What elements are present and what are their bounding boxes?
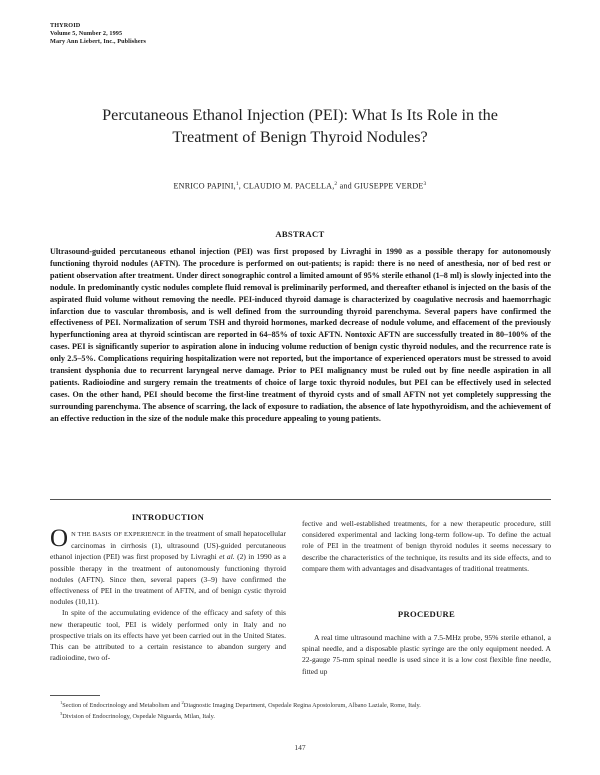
introduction-column <box>50 525 287 663</box>
author-3-affiliation: 3 <box>423 181 427 187</box>
footnote-2-marker: 2 <box>181 700 184 705</box>
introduction-heading: INTRODUCTION <box>131 512 205 522</box>
title-line-1: Percutaneous Ethanol Injection (PEI): What Is Its Role in the <box>102 106 498 124</box>
abstract-heading: ABSTRACT <box>275 229 325 239</box>
author-1-affiliation: 1 <box>235 181 239 187</box>
journal-name: THYROID <box>50 22 81 29</box>
introduction-paragraph-3: fective and well-established treatments, for a new therapeutic procedure, still considered experimental and lacking long-term follow-up. To define the actual role of PEI in the treatment of benign thyroid nodules it seems necessary to describe the characteristics of the technique, its results and its side effects, and to compare them with advantages and disadvantages of traditional treatments. <box>302 519 551 573</box>
drop-cap: O <box>50 525 69 552</box>
footnote-1-marker: 1 <box>60 700 63 705</box>
footnote-3-text: Division of Endocrinology, Ospedale Niguarda, Milan, Italy. <box>62 713 215 721</box>
abstract-divider <box>50 499 551 500</box>
procedure-paragraph-1: A real time ultrasound machine with a 7.5-MHz probe, 95% sterile ethanol, a spinal needle, and a disposable plastic syringe are the only equipment needed. A 22-gauge 75-mm spinal needle is used since it is a low cost flexible fine needle, fitted up <box>302 633 551 676</box>
abstract-text: Ultrasound-guided percutaneous ethanol injection (PEI) was first proposed by Livraghi in 1990 as a possible therapy for autonomously functioning thyroid nodules (AFTN). The procedure is performed on out-patients; is rapid: there is no need of anesthesia, nor of bed rest or patient observation after treatment. Under direct sonographic control a limited amount of 95% sterile ethanol (1–8 ml) is slowly injected into the nodule. In predominantly cystic nodules complete fluid removal is preliminarily performed, and thereafter ethanol is injected on the basis of the aspirated fluid volume without removing the needle. PEI-induced thyroid damage is characterized by coagulative necrosis and haemorrhagic infarction due to vascular thrombosis, and is well defined from the surrounding thyroid parenchyma. Several papers have confirmed the effectiveness of PEI. Normalization of serum TSH and thyroid hormones, marked decrease of nodule volume, and effacement of the previously hyperfunctioning area at thyroid scintiscan are reported in 64–85% of toxic AFTN. Nontoxic AFTN are successfully treated in 80–100% of the cases. PEI is significantly superior to aspiration alone in inducing volume reduction of benign cystic thyroid nodules, and the recurrence rate is only 2.5–5%. Complications requiring hospitalization were not reported, but the importance of experienced operators must be stressed to avoid transient dysphonia due to recurrent laryngeal nerve damage. Prior to PEI malignancy must be ruled out by fine needle aspiration in all patients. Radioiodine and surgery remain the treatments of choice of large toxic thyroid nodules, but PEI can be effectively used in selected cases. On the other hand, PEI should become the first-line treatment of thyroid cysts and of small AFTN not yet completely suppressing the surrounding parenchyma. The absence of scarring, the lack of exposure to radiation, the absence of late hypothyroidism, and the achievement of an effective reduction in the size of the nodule make this procedure appealing to young patients. <box>50 247 551 423</box>
footnote-3-marker: 3 <box>60 711 63 717</box>
procedure-heading: PROCEDURE <box>397 609 456 619</box>
author-2: , CLAUDIO M. PACELLA, <box>238 181 335 191</box>
footnotes <box>50 699 551 722</box>
title-line-2: Treatment of Benign Thyroid Nodules? <box>172 128 428 146</box>
footnote-1-text: Section of Endocrinology and Metabolism and <box>62 702 182 710</box>
footnote-1 <box>50 699 551 710</box>
author-2-affiliation: 2 <box>334 181 338 187</box>
article-title <box>40 104 560 148</box>
author-3: and GIUSEPPE VERDE <box>337 181 424 191</box>
footnote-2-text: Diagnostic Imaging Department, Ospedale Regina Apostolorum, Albano Laziale, Rome, Italy. <box>183 702 421 710</box>
author-list <box>40 181 560 191</box>
introduction-continued <box>302 518 551 574</box>
intro-p1-end: (2) in 1990 as a possible therapy in the treatment of autonomously functioning thyroid nodules (AFTN). Since then, several papers (3–9) have confirmed the effectiveness of PEI in the treatment of AFTN, and of benign cystic thyroid nodules (10,11). <box>50 552 287 607</box>
footnote-divider <box>50 695 100 696</box>
introduction-paragraph-2: In spite of the accumulating evidence of the efficacy and safety of this new therapeutic tool, PEI is widely performed only in Italy and no prospective trials on its effects have yet been carried out in the United States. This can be attributed to a certain resistance to abandon surgery and radioiodine, two of- <box>50 608 286 663</box>
footnote-3 <box>50 710 551 721</box>
intro-p1-etal: et al. <box>219 552 235 562</box>
introduction-paragraph-1 <box>50 525 287 607</box>
procedure-column <box>302 632 551 677</box>
intro-p1-text: in the treatment of small hepatocellular carcinomas in cirrhosis (1), ultrasound (US)-guided percutaneous ethanol injection (PEI) was first proposed by Livraghi <box>50 529 286 562</box>
page-number: 147 <box>294 743 306 752</box>
lead-smallcaps: N THE BASIS OF EXPERIENCE <box>71 531 166 538</box>
journal-volume: Volume 5, Number 2, 1995 <box>50 30 123 37</box>
journal-publisher: Mary Ann Liebert, Inc., Publishers <box>50 38 147 45</box>
author-1: ENRICO PAPINI, <box>173 181 236 191</box>
journal-header <box>50 22 146 46</box>
